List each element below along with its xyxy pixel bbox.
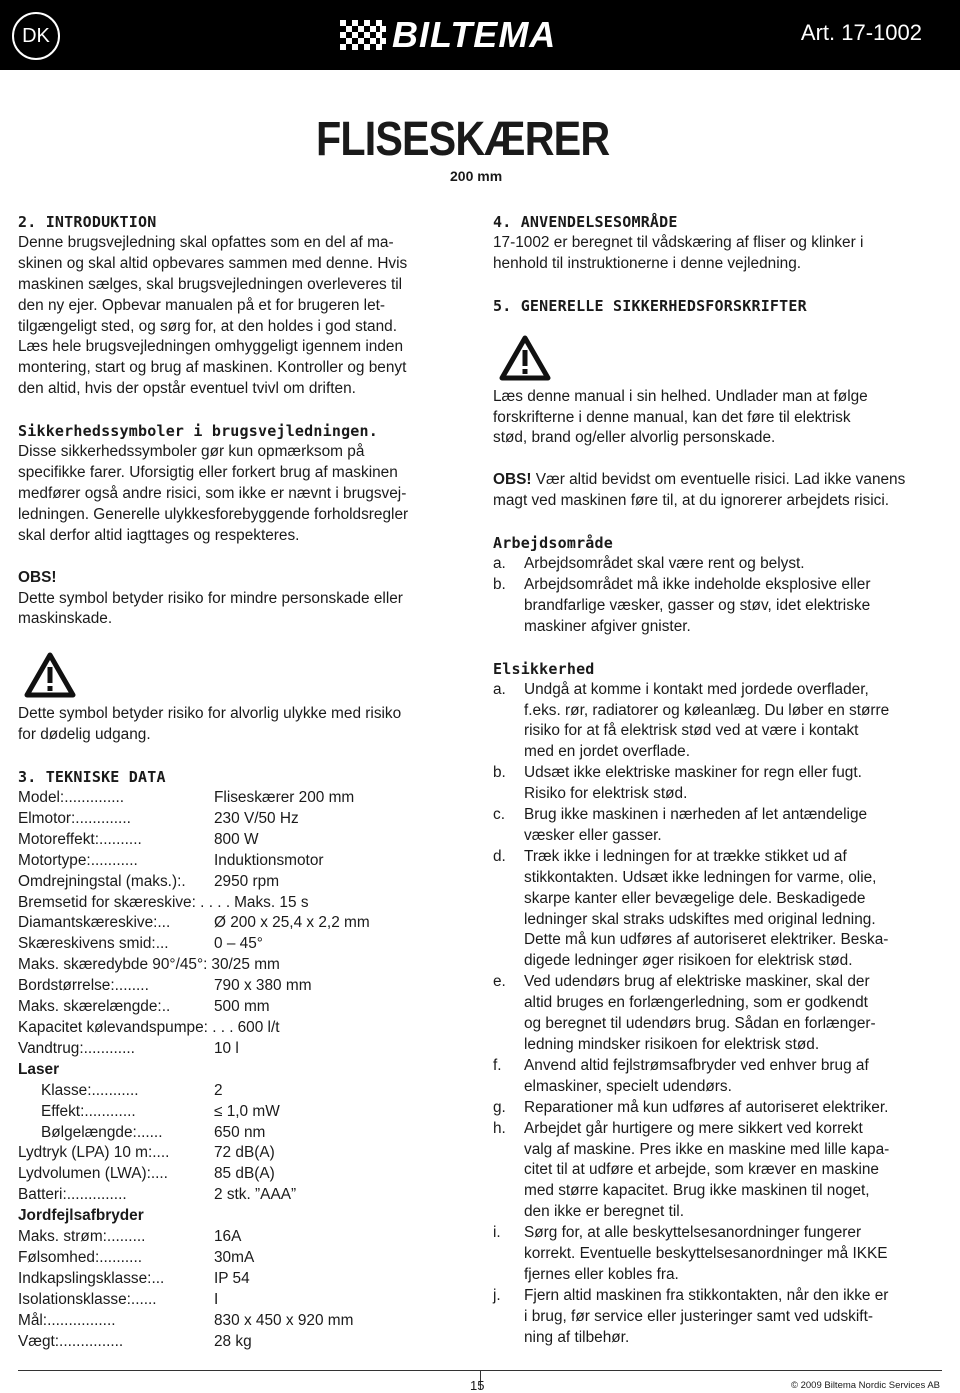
copyright: © 2009 Biltema Nordic Services AB bbox=[790, 1380, 940, 1391]
right-column bbox=[493, 212, 945, 1349]
spec-row bbox=[18, 830, 470, 851]
text-line: Dette symbol betyder risiko for mindre personskade eller bbox=[18, 589, 403, 607]
spec-label: Motoreffekt:.......... bbox=[18, 830, 142, 848]
spec-label: Isolationsklasse:...... bbox=[18, 1290, 157, 1308]
text-line: Disse sikkerhedssymboler gør kun opmærksom på bbox=[18, 443, 365, 461]
text-line: korrekt. Eventuelle beskyttelsesanordninger må IKKE bbox=[524, 1245, 888, 1263]
brand-name: BILTEMA bbox=[392, 14, 557, 55]
text-line: Denne brugsvejledning skal opfattes som en del af ma- bbox=[18, 233, 394, 251]
spec-value: 800 W bbox=[214, 830, 259, 848]
spec-value: 2 bbox=[214, 1081, 223, 1099]
text-line: medfører også andre risici, som ikke er nævnt i brugsvej- bbox=[18, 484, 407, 502]
list-text bbox=[524, 847, 945, 972]
tech-heading: 3. TEKNISKE DATA bbox=[18, 768, 166, 787]
list-item bbox=[493, 554, 945, 575]
text-line: Risiko for elektrisk stød. bbox=[524, 785, 688, 803]
article-number: Art. 17-1002 bbox=[800, 20, 922, 45]
spec-value: IP 54 bbox=[214, 1269, 250, 1287]
text-line: i brug, før service eller justeringer samt ved udskift- bbox=[524, 1307, 873, 1325]
spec-label: Omdrejningstal (maks.):. bbox=[18, 872, 186, 890]
obs-text: Vær altid bevidst om eventuelle risici. Lad ikke vanens bbox=[531, 471, 906, 489]
spec-value: 2950 rpm bbox=[214, 872, 280, 890]
symbols-heading: Sikkerhedssymboler i brugsvejledningen. bbox=[18, 422, 378, 441]
text-line: skinen og skal altid opbevares sammen med denne. Hvis bbox=[18, 254, 408, 272]
spec-label: Batteri:.............. bbox=[18, 1186, 127, 1204]
text-line: med en jordet overflade. bbox=[524, 743, 690, 761]
spec-value: 72 dB(A) bbox=[214, 1144, 275, 1162]
list-text bbox=[524, 575, 945, 638]
text-line: Anvend altid fejlstrømsafbryder ved enhver brug af bbox=[524, 1056, 869, 1074]
spec-value: 600 l/t bbox=[237, 1019, 280, 1036]
spec-row bbox=[18, 1123, 470, 1144]
language-badge: DK bbox=[12, 12, 60, 60]
text-line: Arbejdsområdet skal være rent og belyst. bbox=[524, 555, 805, 573]
list-item bbox=[493, 805, 945, 847]
list-marker: i. bbox=[493, 1224, 501, 1242]
text-line: forskrifterne i denne manual, kan det føre til elektrisk bbox=[493, 408, 851, 426]
text-line: ledning mindsker risikoen for elektrisk stød. bbox=[524, 1036, 820, 1053]
list-item bbox=[493, 1056, 945, 1098]
list-marker: e. bbox=[493, 973, 506, 991]
text-line: for dødelig udgang. bbox=[18, 726, 151, 744]
spec-label: Skæreskivens smid:... bbox=[18, 935, 169, 953]
text-line: den ikke er beregnet til. bbox=[524, 1203, 684, 1221]
header-bar bbox=[0, 0, 960, 70]
text-line: ledningen. Generelle ulykkesforebyggende forholdsregler bbox=[18, 505, 409, 523]
list-marker: b. bbox=[493, 575, 506, 593]
text-line: digede ledninger øger risikoen for elektrisk stød. bbox=[524, 952, 853, 970]
text-line: valg af maskine. Pres ikke en maskine med lille kapa- bbox=[524, 1140, 890, 1158]
text-line: fjernes eller kobles fra. bbox=[524, 1265, 679, 1283]
spec-label: Mål:................ bbox=[18, 1311, 116, 1329]
spec-label: Vægt:............... bbox=[18, 1332, 124, 1350]
text-line: maskinskade. bbox=[18, 610, 113, 628]
list-text bbox=[524, 805, 945, 847]
spec-label: Maks. skæredybde 90°/45°: bbox=[18, 956, 208, 974]
use-heading: 4. ANVENDELSESOMRÅDE bbox=[493, 213, 678, 231]
text-line: den altid, hvis der opstår eventuel tvivl om driften. bbox=[18, 380, 356, 398]
text-line: elmaskiner, specielt udendørs. bbox=[524, 1077, 732, 1095]
page-title: FLISESKÆRER bbox=[316, 113, 610, 166]
text-line: Dette må kun udføres af autoriseret elektriker. Beska- bbox=[524, 931, 889, 949]
laser-heading: Laser bbox=[18, 1060, 60, 1078]
list-item bbox=[493, 1098, 945, 1119]
list-item bbox=[493, 680, 945, 764]
text-line: Udsæt ikke elektriske maskiner for regn eller fugt. bbox=[524, 764, 862, 782]
elec-heading: Elsikkerhed bbox=[493, 659, 595, 678]
text-line: Dette symbol betyder risiko for alvorlig ulykke med risiko bbox=[18, 705, 402, 723]
text-line: Fjern altid maskinen fra stikkontakten, når den ikke er bbox=[524, 1286, 889, 1304]
list-text bbox=[524, 680, 945, 764]
warning-text bbox=[18, 704, 470, 746]
spec-row bbox=[18, 1018, 470, 1039]
spec-label: Maks. strøm:......... bbox=[18, 1228, 146, 1246]
text-line: med større kapacitet. Brug ikke maskinen til noget, bbox=[524, 1182, 870, 1200]
spec-value: ≤ 1,0 mW bbox=[214, 1102, 280, 1120]
list-text bbox=[524, 554, 945, 575]
spec-label: Elmotor:............. bbox=[18, 809, 131, 827]
list-marker: h. bbox=[493, 1119, 506, 1137]
list-marker: a. bbox=[493, 555, 506, 573]
use-text bbox=[493, 233, 945, 275]
symbols-text bbox=[18, 442, 470, 547]
safety-text bbox=[493, 387, 945, 450]
spec-row bbox=[18, 809, 470, 830]
text-line: stikkontakten. Udsæt ikke ledningen for varme, olie, bbox=[524, 868, 877, 886]
obs-label: OBS! bbox=[18, 568, 57, 586]
warning-triangle-icon bbox=[24, 652, 76, 698]
text-line: maskiner afgiver gnister. bbox=[524, 617, 691, 635]
spec-row bbox=[18, 1269, 470, 1290]
text-line: ledninger skal straks udskiftes med original ledning. bbox=[524, 910, 876, 928]
left-column bbox=[18, 212, 470, 1353]
text-line: Læs hele brugsvejledningen omhyggeligt igennem inden bbox=[18, 338, 404, 356]
list-item bbox=[493, 847, 945, 972]
elec-list bbox=[493, 680, 945, 1349]
list-item bbox=[493, 972, 945, 1056]
spec-row bbox=[18, 1332, 470, 1353]
text-line: Træk ikke i ledningen for at trække stikket ud af bbox=[524, 847, 847, 865]
spec-label: Maks. skærelængde:.. bbox=[18, 998, 171, 1016]
spec-label: Diamantskæreskive:... bbox=[18, 914, 171, 932]
text-line: 17-1002 er beregnet til vådskæring af fliser og klinker i bbox=[493, 233, 864, 251]
text-line: henhold til instruktionerne i denne vejledning. bbox=[493, 254, 802, 272]
text-line: Læs denne manual i sin helhed. Undlader man at følge bbox=[493, 387, 868, 405]
spec-value: 85 dB(A) bbox=[214, 1165, 275, 1183]
list-marker: d. bbox=[493, 847, 506, 865]
text-line: altid bruges en forlængerledning, som er godkendt bbox=[524, 994, 868, 1012]
safety-heading: 5. GENERELLE SIKKERHEDSFORSKRIFTER bbox=[493, 296, 807, 315]
text-line: væsker eller gasser. bbox=[524, 826, 662, 844]
spec-value: 830 x 450 x 920 mm bbox=[214, 1311, 354, 1329]
spec-label: Lydtryk (LPA) 10 m:.... bbox=[18, 1144, 170, 1162]
text-line: Reparationer må kun udføres af autoriseret elektriker. bbox=[524, 1098, 889, 1116]
list-text bbox=[524, 763, 945, 805]
spec-value: Ø 200 x 25,4 x 2,2 mm bbox=[214, 914, 370, 932]
spec-value: 650 nm bbox=[214, 1123, 266, 1141]
obs-paragraph bbox=[493, 470, 945, 512]
work-heading: Arbejdsområde bbox=[493, 534, 613, 553]
text-line: maskinen sælges, skal brugsvejledningen overleveres til bbox=[18, 275, 403, 293]
text-line: Arbejdsområdet må ikke indeholde eksplosive eller bbox=[524, 575, 871, 593]
text-line: skarpe kanter eller bevægelige dele. Beskadigede bbox=[524, 889, 866, 907]
spec-label: Effekt:............ bbox=[41, 1102, 136, 1120]
spec-value: 2 stk. ”AAA” bbox=[214, 1186, 297, 1204]
text-line: magt ved maskinen føre til, at du ignorerer arbejdets risici. bbox=[493, 492, 890, 510]
spec-row bbox=[18, 1143, 470, 1164]
text-line: Brug ikke maskinen i nærheden af let antændelige bbox=[524, 806, 868, 824]
spec-label: Motortype:........... bbox=[18, 851, 138, 869]
spec-row bbox=[18, 1185, 470, 1206]
spec-row bbox=[18, 893, 470, 914]
spec-row bbox=[18, 934, 470, 955]
spec-label: Indkapslingsklasse:... bbox=[18, 1269, 165, 1287]
spec-row bbox=[18, 788, 470, 809]
text-line: Sørg for, at alle beskyttelsesanordninger fungerer bbox=[524, 1224, 862, 1242]
text-line: specifikke farer. Uforsigtig eller forkert brug af maskinen bbox=[18, 463, 398, 481]
spec-value: I bbox=[214, 1290, 219, 1308]
intro-text bbox=[18, 233, 470, 400]
list-marker: j. bbox=[493, 1286, 501, 1304]
list-marker: a. bbox=[493, 680, 506, 698]
spec-label: Model:.............. bbox=[18, 789, 125, 807]
obs-label: OBS! bbox=[493, 471, 532, 489]
text-line: risiko for at få elektrisk stød ved at være i kontakt bbox=[524, 722, 859, 740]
spec-label: Lydvolumen (LWA):.... bbox=[18, 1165, 168, 1183]
spec-row bbox=[18, 1311, 470, 1332]
list-item bbox=[493, 1119, 945, 1224]
list-item bbox=[493, 1223, 945, 1286]
spec-row bbox=[18, 1081, 470, 1102]
spec-row bbox=[18, 976, 470, 997]
spec-row bbox=[18, 1102, 470, 1123]
spec-label: Følsomhed:.......... bbox=[18, 1248, 143, 1266]
spec-value: 16A bbox=[214, 1228, 242, 1246]
text-line: skal derfor altid iagttages og respekteres. bbox=[18, 526, 300, 544]
spec-value: Induktionsmotor bbox=[214, 851, 324, 869]
brand-logo bbox=[340, 16, 556, 54]
spec-value: 10 l bbox=[214, 1039, 239, 1057]
obs-text bbox=[18, 589, 470, 631]
page-subtitle: 200 mm bbox=[450, 168, 503, 184]
spec-value: Fliseskærer 200 mm bbox=[214, 789, 355, 807]
text-line: brandfarlige væsker, gasser og støv, idet elektriske bbox=[524, 596, 871, 614]
text-line: Undgå at komme i kontakt med jordede overflader, bbox=[524, 680, 869, 698]
spec-value: 230 V/50 Hz bbox=[214, 809, 299, 827]
text-line: montering, start og brug af maskinen. Kontroller og benyt bbox=[18, 359, 407, 377]
list-item bbox=[493, 1286, 945, 1349]
spec-row bbox=[18, 1227, 470, 1248]
text-line: den ny ejer. Opbevar manualen på et for brugeren let- bbox=[18, 296, 386, 314]
text-line: Ved udendørs brug af elektriske maskiner, skal der bbox=[524, 973, 870, 991]
spec-label: Kapacitet kølevandspumpe: . . . bbox=[18, 1019, 234, 1036]
tech-table bbox=[18, 788, 470, 1352]
spec-value: 28 kg bbox=[214, 1332, 252, 1350]
spec-value: 30/25 mm bbox=[211, 956, 280, 974]
list-text bbox=[524, 1098, 945, 1119]
text-line: Arbejdet går hurtigere og mere sikkert ved korrekt bbox=[524, 1119, 863, 1137]
rcd-heading: Jordfejlsafbryder bbox=[18, 1207, 144, 1225]
spec-label: Bremsetid for skæreskive: . . . . bbox=[18, 893, 231, 911]
list-marker: c. bbox=[493, 806, 505, 824]
list-text bbox=[524, 1119, 945, 1224]
list-text bbox=[524, 972, 945, 1056]
spec-value: 0 – 45° bbox=[214, 935, 263, 953]
spec-value: 500 mm bbox=[214, 998, 270, 1016]
list-marker: f. bbox=[493, 1056, 502, 1074]
text-line: citet til at udføre et arbejde, som kræver en maskine bbox=[524, 1161, 879, 1179]
list-text bbox=[524, 1286, 945, 1349]
list-item bbox=[493, 763, 945, 805]
spec-label: Bølgelængde:...... bbox=[41, 1123, 163, 1141]
spec-row bbox=[18, 1290, 470, 1311]
list-marker: b. bbox=[493, 764, 506, 782]
spec-value: 790 x 380 mm bbox=[214, 977, 312, 995]
spec-row bbox=[18, 913, 470, 934]
checkered-flag-icon bbox=[340, 20, 386, 50]
list-marker: g. bbox=[493, 1098, 506, 1116]
text-line: tilgængeligt sted, og sørg for, at den holdes i god stand. bbox=[18, 317, 398, 335]
spec-value: Maks. 15 s bbox=[234, 893, 309, 911]
warning-triangle-icon bbox=[499, 335, 551, 381]
spec-row bbox=[18, 851, 470, 872]
list-text bbox=[524, 1223, 945, 1286]
spec-label: Vandtrug:............ bbox=[18, 1039, 135, 1057]
text-line: stød, brand og/eller alvorlig personskade. bbox=[493, 429, 776, 447]
text-line: f.eks. rør, radiatorer og køleanlæg. Du løber en større bbox=[524, 701, 890, 719]
list-text bbox=[524, 1056, 945, 1098]
spec-label: Bordstørrelse:........ bbox=[18, 977, 149, 995]
page-number: 15 bbox=[470, 1378, 485, 1393]
list-item bbox=[493, 575, 945, 638]
spec-row bbox=[18, 872, 470, 893]
spec-value: 30mA bbox=[214, 1248, 255, 1266]
spec-row bbox=[18, 955, 470, 976]
spec-row bbox=[18, 1248, 470, 1269]
spec-row bbox=[18, 997, 470, 1018]
work-list bbox=[493, 554, 945, 638]
spec-label: Klasse:........... bbox=[41, 1081, 139, 1099]
text-line: og beregnet til udendørs brug. Sådan en forlænger- bbox=[524, 1015, 876, 1033]
intro-heading: 2. INTRODUKTION bbox=[18, 213, 157, 231]
spec-row bbox=[18, 1039, 470, 1060]
text-line: ning af tilbehør. bbox=[524, 1328, 630, 1346]
spec-row bbox=[18, 1164, 470, 1185]
